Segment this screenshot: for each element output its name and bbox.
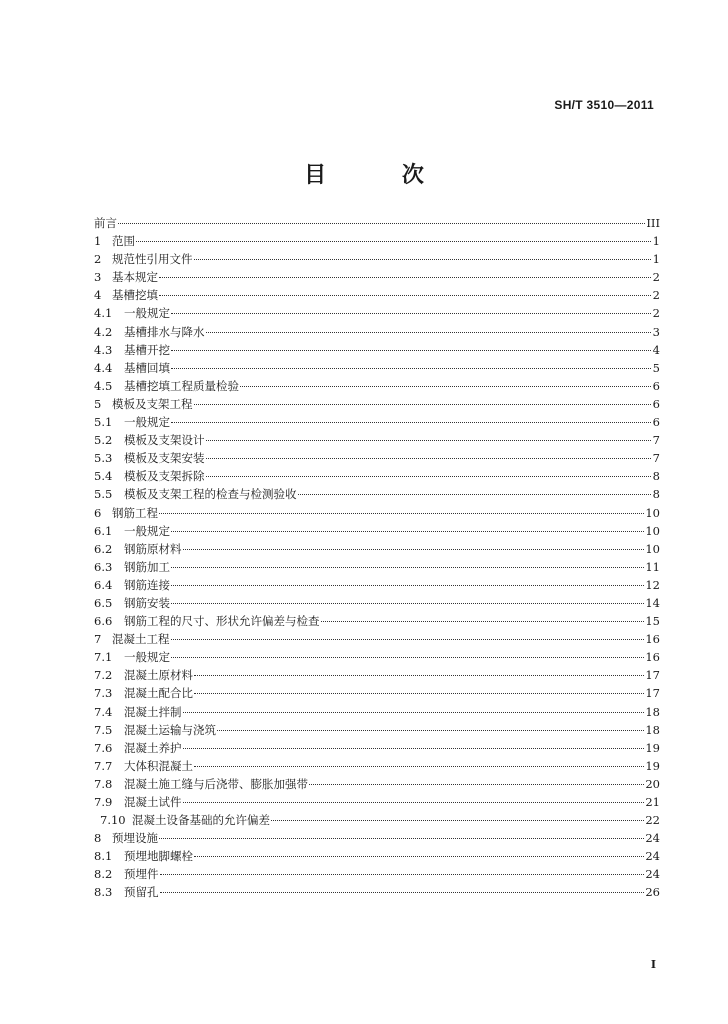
toc-entry[interactable] [94, 558, 660, 576]
toc-entry-title: 混凝土工程 [112, 632, 170, 647]
toc-entry-page: 7 [652, 451, 660, 466]
toc-entry-number: 4 [94, 288, 102, 303]
toc-entry-page: 20 [645, 776, 660, 791]
toc-entry-number: 7.9 [94, 795, 113, 809]
toc-dot-leader [171, 567, 644, 568]
toc-entry-title: 混凝土原材料 [124, 668, 193, 683]
toc-entry-page: 18 [645, 722, 660, 737]
toc-entry-page: 4 [652, 342, 660, 357]
toc-entry[interactable] [94, 286, 660, 304]
toc-entry-page: 19 [645, 758, 660, 773]
toc-entry[interactable] [94, 522, 660, 540]
toc-entry-title: 范围 [112, 234, 135, 249]
toc-entry[interactable] [94, 703, 660, 721]
toc-dot-leader [171, 639, 645, 640]
toc-entry[interactable] [94, 757, 660, 775]
toc-entry-title: 模板及支架设计 [124, 433, 205, 448]
toc-entry-title: 规范性引用文件 [112, 252, 193, 267]
toc-dot-leader [159, 513, 644, 514]
toc-entry[interactable] [94, 666, 660, 684]
toc-dot-leader [118, 223, 645, 224]
toc-entry-number: 7.6 [94, 740, 113, 755]
toc-dot-leader [171, 313, 651, 314]
toc-entry-title: 模板及支架工程的检查与检测验收 [124, 487, 297, 502]
toc-entry-page: 24 [645, 831, 660, 846]
toc-entry-page: 12 [645, 577, 660, 592]
toc-entry-number: 6.1 [94, 523, 113, 538]
toc-entry-page: 14 [645, 595, 660, 610]
toc-entry-number: 5.4 [94, 469, 113, 484]
toc-entry-page: III [646, 216, 660, 230]
toc-entry-title: 混凝土养护 [124, 740, 182, 755]
toc-dot-leader [183, 712, 645, 713]
toc-entry-title: 钢筋工程的尺寸、形状允许偏差与检查 [124, 614, 320, 629]
toc-dot-leader [206, 440, 652, 441]
toc-entry-number: 6 [94, 505, 102, 520]
toc-entry-page: 6 [652, 378, 660, 393]
toc-entry-title: 混凝土施工缝与后浇带、膨胀加强带 [124, 776, 308, 791]
toc-entry-page: 6 [652, 415, 660, 430]
toc-dot-leader [194, 675, 644, 676]
toc-dot-leader [309, 784, 644, 785]
toc-entry-page: 5 [652, 360, 660, 375]
toc-dot-leader [171, 585, 644, 586]
toc-entry-number: 5.5 [94, 487, 113, 502]
toc-entry[interactable] [94, 341, 660, 359]
toc-entry-page: 1 [652, 252, 660, 267]
toc-entry[interactable] [94, 829, 660, 847]
toc-entry-page: 1 [652, 234, 660, 249]
toc-entry-number: 7.7 [94, 758, 113, 773]
toc-entry-number: 2 [94, 252, 102, 267]
toc-entry-number: 7.2 [94, 668, 113, 683]
toc-entry[interactable] [94, 467, 660, 485]
toc-entry[interactable] [94, 883, 660, 901]
toc-entry[interactable] [94, 504, 660, 522]
toc-dot-leader [171, 350, 651, 351]
toc-entry-page: 21 [645, 795, 660, 809]
toc-entry[interactable] [94, 304, 660, 322]
toc-entry-number: 5.3 [94, 451, 113, 466]
toc-dot-leader [136, 241, 651, 242]
toc-dot-leader [171, 657, 644, 658]
standard-code: SH/T 3510—2011 [554, 98, 654, 112]
toc-entry[interactable] [94, 268, 660, 286]
toc-entry-title: 基槽挖填 [112, 288, 158, 303]
toc-entry-page: 8 [652, 469, 660, 484]
toc-entry-number: 7.5 [94, 722, 113, 737]
toc-entry-page: 26 [645, 885, 660, 900]
toc-dot-leader [194, 766, 644, 767]
toc-entry-page: 10 [645, 505, 660, 520]
toc-entry-number: 4.5 [94, 378, 113, 393]
toc-entry[interactable] [94, 232, 660, 250]
toc-entry-title: 混凝土拌制 [124, 704, 182, 719]
toc-dot-leader [183, 549, 645, 550]
toc-entry-title: 模板及支架工程 [112, 396, 193, 411]
toc-entry[interactable] [94, 413, 660, 431]
toc-entry-title: 基槽排水与降水 [124, 324, 205, 339]
toc-entry-number: 5.2 [94, 433, 113, 448]
toc-entry[interactable] [94, 775, 660, 793]
toc-entry-page: 2 [652, 270, 660, 285]
toc-entry-title: 混凝土设备基础的允许偏差 [132, 813, 270, 828]
toc-entry[interactable] [94, 377, 660, 395]
toc-dot-leader [206, 332, 652, 333]
toc-entry-title: 钢筋连接 [124, 577, 170, 592]
toc-entry-number: 7.3 [94, 686, 113, 701]
toc-entry-page: 17 [645, 686, 660, 701]
toc-dot-leader [160, 874, 645, 875]
toc-entry[interactable] [94, 648, 660, 666]
toc-entry-title: 基槽回填 [124, 360, 170, 375]
toc-entry-number: 6.2 [94, 541, 113, 556]
toc-entry-number: 1 [94, 234, 102, 249]
toc-entry-page: 19 [645, 740, 660, 755]
toc-entry-title: 钢筋原材料 [124, 541, 182, 556]
toc-entry-title: 大体积混凝土 [124, 758, 193, 773]
toc-entry[interactable] [94, 250, 660, 268]
toc-entry-page: 22 [645, 813, 660, 828]
toc-entry-number: 7.4 [94, 704, 113, 719]
toc-entry-title: 钢筋安装 [124, 595, 170, 610]
toc-entry-title: 基本规定 [112, 270, 158, 285]
toc-entry-page: 8 [652, 487, 660, 502]
toc-entry-title: 一般规定 [124, 523, 170, 538]
toc-entry[interactable] [94, 485, 660, 503]
page-title: 目 次 [304, 162, 458, 188]
toc-entry-title: 一般规定 [124, 306, 170, 321]
toc-entry[interactable] [94, 540, 660, 558]
toc-entry-title: 钢筋加工 [124, 559, 170, 574]
toc-entry-number: 6.5 [94, 595, 113, 610]
toc-entry-number: 4.2 [94, 324, 113, 339]
toc-entry-number: 4.4 [94, 360, 113, 375]
toc-entry[interactable] [94, 594, 660, 612]
toc-entry[interactable] [94, 811, 660, 829]
toc-dot-leader [217, 730, 644, 731]
toc-entry[interactable] [94, 721, 660, 739]
toc-dot-leader [171, 603, 644, 604]
toc-entry-number: 8.2 [94, 867, 113, 882]
toc-entry-page: 10 [645, 523, 660, 538]
toc-entry-number: 5.1 [94, 415, 113, 430]
toc-dot-leader [206, 458, 652, 459]
toc-entry-title: 一般规定 [124, 650, 170, 665]
toc-entry-number: 6.3 [94, 559, 113, 574]
toc-entry-title: 钢筋工程 [112, 505, 158, 520]
page-number: I [650, 958, 656, 971]
toc-dot-leader [171, 422, 651, 423]
toc-entry-title: 混凝土配合比 [124, 686, 193, 701]
toc-entry-page: 16 [645, 632, 660, 647]
toc-entry-number: 4.3 [94, 342, 113, 357]
toc-entry-title: 预留孔 [124, 885, 159, 900]
toc-dot-leader [194, 856, 644, 857]
toc-entry-number: 3 [94, 270, 102, 285]
toc-entry-number: 7 [94, 632, 102, 647]
toc-dot-leader [206, 476, 652, 477]
toc-entry-title: 混凝土运输与浇筑 [124, 722, 216, 737]
toc-entry[interactable] [94, 739, 660, 757]
toc-entry-number: 5 [94, 396, 102, 411]
toc-entry-page: 11 [645, 559, 660, 574]
toc-dot-leader [321, 621, 645, 622]
toc-entry-page: 18 [645, 704, 660, 719]
toc-dot-leader [194, 259, 652, 260]
toc-entry-title: 预埋件 [124, 867, 159, 882]
toc-entry[interactable] [94, 847, 660, 865]
toc-dot-leader [298, 494, 652, 495]
toc-entry-title: 预埋设施 [112, 831, 158, 846]
toc-dot-leader [183, 802, 645, 803]
toc-dot-leader [271, 820, 644, 821]
toc-entry-title: 基槽开挖 [124, 342, 170, 357]
toc-entry-page: 24 [645, 849, 660, 864]
toc-entry-page: 2 [652, 288, 660, 303]
toc-entry[interactable] [94, 431, 660, 449]
toc-entry-page: 7 [652, 433, 660, 448]
toc-entry-number: 8.3 [94, 885, 113, 900]
toc-entry-title: 一般规定 [124, 415, 170, 430]
toc-entry-page: 2 [652, 306, 660, 321]
toc-entry-title: 基槽挖填工程质量检验 [124, 378, 239, 393]
toc-entry[interactable] [94, 684, 660, 702]
toc-dot-leader [171, 368, 651, 369]
toc-dot-leader [194, 693, 644, 694]
toc-entry-title: 预埋地脚螺栓 [124, 849, 193, 864]
toc-dot-leader [183, 748, 645, 749]
toc-entry-page: 17 [645, 668, 660, 683]
toc-entry[interactable] [94, 214, 660, 232]
toc-entry[interactable] [94, 359, 660, 377]
toc-entry-number: 7.8 [94, 776, 113, 791]
toc-entry-page: 3 [652, 324, 660, 339]
toc-entry-number: 6.4 [94, 577, 113, 592]
toc-entry[interactable] [94, 612, 660, 630]
toc-entry-number: 4.1 [94, 306, 113, 321]
table-of-contents [94, 214, 660, 902]
toc-entry-number: 8.1 [94, 849, 113, 864]
toc-dot-leader [240, 386, 651, 387]
toc-entry-page: 24 [645, 867, 660, 882]
toc-dot-leader [160, 892, 645, 893]
toc-entry-title: 模板及支架安装 [124, 451, 205, 466]
toc-entry[interactable] [94, 323, 660, 341]
toc-entry-number: 7.10 [100, 813, 126, 828]
toc-dot-leader [194, 404, 652, 405]
toc-dot-leader [159, 277, 651, 278]
toc-entry-number: 6.6 [94, 614, 113, 629]
toc-entry-page: 6 [652, 396, 660, 411]
toc-entry-title: 前言 [94, 216, 117, 230]
toc-entry[interactable] [94, 449, 660, 467]
toc-entry-number: 7.1 [94, 650, 113, 665]
toc-entry[interactable] [94, 630, 660, 648]
toc-dot-leader [171, 531, 644, 532]
toc-entry[interactable] [94, 793, 660, 811]
toc-entry-number: 8 [94, 831, 102, 846]
toc-entry-page: 15 [645, 614, 660, 629]
toc-entry-title: 模板及支架拆除 [124, 469, 205, 484]
toc-entry[interactable] [94, 395, 660, 413]
toc-entry-title: 混凝土试件 [124, 795, 182, 809]
toc-dot-leader [159, 295, 651, 296]
toc-entry[interactable] [94, 865, 660, 883]
toc-entry-page: 16 [645, 650, 660, 665]
toc-entry[interactable] [94, 576, 660, 594]
toc-dot-leader [159, 838, 644, 839]
toc-entry-page: 10 [645, 541, 660, 556]
